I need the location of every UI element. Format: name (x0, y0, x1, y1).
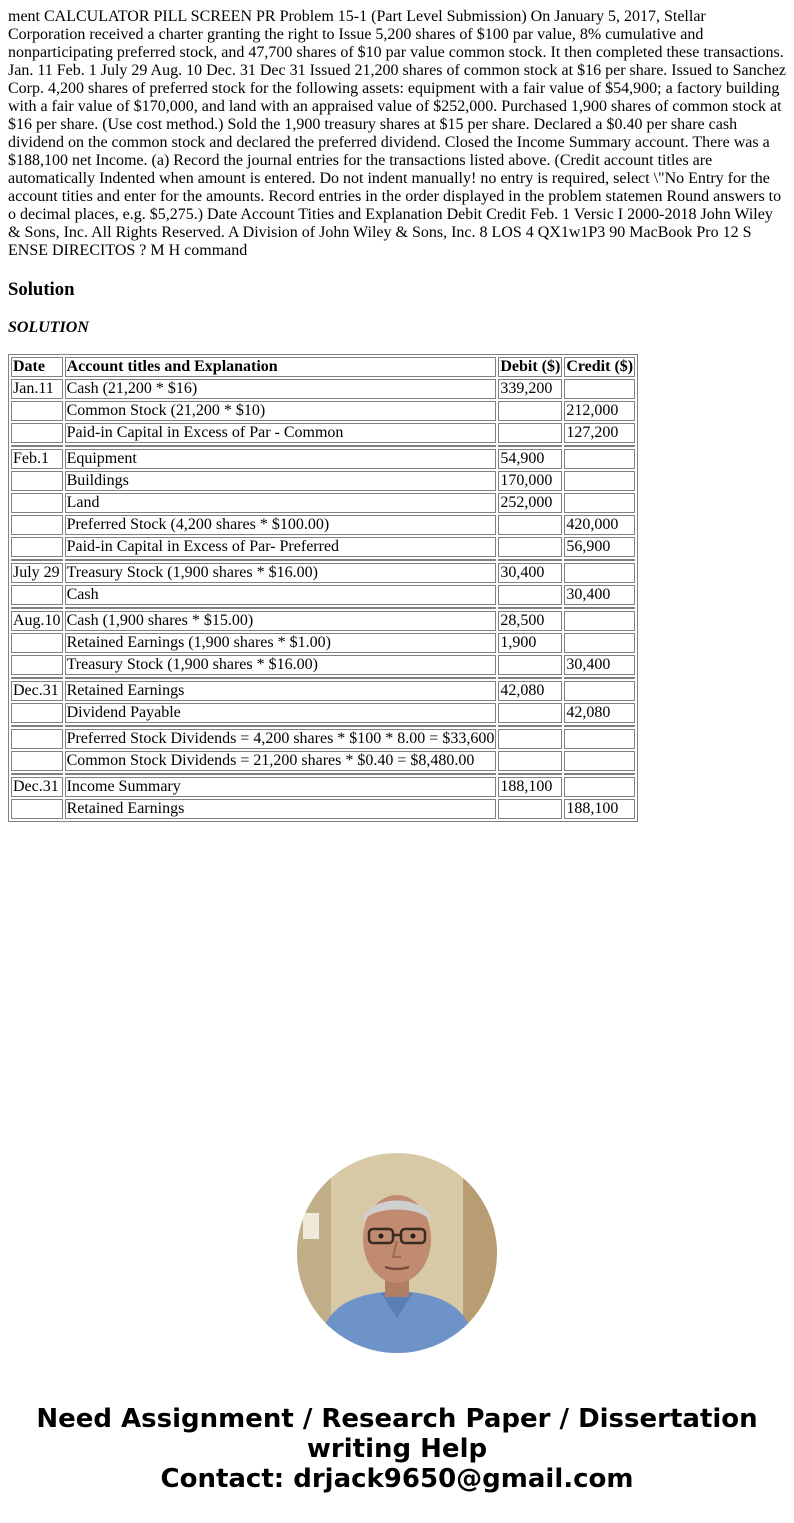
cell-date (11, 493, 63, 513)
cell-account (65, 725, 497, 727)
cell-account: Common Stock Dividends = 21,200 shares * $0.40 = $8,480.00 (65, 751, 497, 771)
cell-debit: 30,400 (498, 563, 562, 583)
cell-account: Retained Earnings (65, 681, 497, 701)
cell-account: Cash (21,200 * $16) (65, 379, 497, 399)
cell-date: Dec.31 (11, 681, 63, 701)
table-spacer-row (11, 559, 635, 561)
table-row (11, 611, 635, 631)
table-spacer-row (11, 607, 635, 609)
cell-debit: 28,500 (498, 611, 562, 631)
table-spacer-row (11, 773, 635, 775)
cell-debit (498, 607, 562, 609)
cell-credit (564, 751, 635, 771)
cell-credit (564, 607, 635, 609)
cell-credit: 212,000 (564, 401, 635, 421)
cell-credit (564, 729, 635, 749)
cell-date (11, 559, 63, 561)
cell-date (11, 607, 63, 609)
table-row (11, 751, 635, 771)
cell-date (11, 401, 63, 421)
cell-account: Preferred Stock (4,200 shares * $100.00) (65, 515, 497, 535)
help-banner (0, 1404, 794, 1494)
table-row (11, 633, 635, 653)
cell-account: Common Stock (21,200 * $10) (65, 401, 497, 421)
cell-account: Retained Earnings (1,900 shares * $1.00) (65, 633, 497, 653)
cell-debit: 42,080 (498, 681, 562, 701)
table-row (11, 493, 635, 513)
table-row (11, 681, 635, 701)
cell-credit (564, 471, 635, 491)
cell-credit: 188,100 (564, 799, 635, 819)
table-spacer-row (11, 445, 635, 447)
cell-credit: 30,400 (564, 655, 635, 675)
cell-account: Paid-in Capital in Excess of Par- Preferred (65, 537, 497, 557)
cell-account (65, 773, 497, 775)
cell-debit: 54,900 (498, 449, 562, 469)
cell-debit (498, 677, 562, 679)
cell-account: Buildings (65, 471, 497, 491)
cell-date (11, 633, 63, 653)
cell-account: Dividend Payable (65, 703, 497, 723)
cell-account: Retained Earnings (65, 799, 497, 819)
cell-debit (498, 559, 562, 561)
header-credit: Credit ($) (566, 358, 634, 375)
avatar (297, 1153, 497, 1353)
cell-date (11, 423, 63, 443)
cell-date (11, 773, 63, 775)
cell-credit: 56,900 (564, 537, 635, 557)
table-spacer-row (11, 725, 635, 727)
help-banner-contact: Contact: drjack9650@gmail.com (160, 1464, 634, 1494)
cell-date (11, 729, 63, 749)
cell-debit: 1,900 (498, 633, 562, 653)
cell-debit (498, 423, 562, 443)
problem-text: ment CALCULATOR PILL SCREEN PR Problem 15-1 (Part Level Submission) On January 5, 2017, Stellar Corporation received a charter granting the right to Issue 5,200 shares of $100 par value, 8% cumulative and nonparticipating preferred stock, and 47,700 shares of $10 par value common stock. It then completed these transactions. Jan. 11 Feb. 1 July 29 Aug. 10 Dec. 31 Dec 31 Issued 21,200 shares of common stock at $16 per share. Issued to Sanchez Corp. 4,200 shares of preferred stock for the following assets: equipment with a fair value of $54,900; a factory building with a fair value of $170,000, and land with an appraised value of $252,000. Purchased 1,900 shares of common stock at $16 per share. (Use cost method.) Sold the 1,900 treasury shares at $15 per share. Declared a $0.40 per share cash dividend on the common stock and declared the preferred dividend. Closed the Income Summary account. There was a $188,100 net Income. (a) Record the journal entries for the transactions listed above. (Credit account titles are automatically Indented when amount is entered. Do not indent manually! no entry is required, select \"No Entry for the account tities and enter for the amounts. Record entries in the order displayed in the problem statemen Round answers to o decimal places, e.g. $5,275.) Date Account Tities and Explanation Debit Credit Feb. 1 Versic I 2000-2018 John Wiley & Sons, Inc. All Rights Reserved. A Division of John Wiley & Sons, Inc. 8 LOS 4 QX1w1P3 90 MacBook Pro 12 S ENSE DIRECITOS ? M H command (8, 8, 786, 259)
author-photo-icon (297, 1153, 497, 1353)
cell-date (11, 751, 63, 771)
table-row (11, 423, 635, 443)
cell-credit: 420,000 (564, 515, 635, 535)
header-account: Account titles and Explanation (65, 357, 497, 377)
cell-credit (564, 773, 635, 775)
table-row (11, 703, 635, 723)
cell-debit (498, 799, 562, 819)
cell-date (11, 585, 63, 605)
table-row (11, 799, 635, 819)
cell-credit (564, 445, 635, 447)
cell-credit (564, 379, 635, 399)
cell-date (11, 799, 63, 819)
cell-date (11, 725, 63, 727)
table-row (11, 655, 635, 675)
cell-date: Feb.1 (11, 449, 63, 469)
table-row (11, 379, 635, 399)
table-spacer-row (11, 677, 635, 679)
help-banner-line2: writing Help (306, 1434, 488, 1464)
cell-debit (498, 725, 562, 727)
cell-account: Cash (65, 585, 497, 605)
cell-credit (564, 559, 635, 561)
table-row (11, 563, 635, 583)
cell-debit (498, 401, 562, 421)
help-banner-line1: Need Assignment / Research Paper / Dissertation (36, 1404, 758, 1434)
cell-debit (498, 773, 562, 775)
solution-heading: Solution (8, 279, 75, 300)
cell-account (65, 607, 497, 609)
cell-account: Treasury Stock (1,900 shares * $16.00) (65, 563, 497, 583)
cell-account: Income Summary (65, 777, 497, 797)
table-row (11, 401, 635, 421)
cell-account (65, 445, 497, 447)
table-row (11, 515, 635, 535)
cell-date: Jan.11 (11, 379, 63, 399)
cell-debit (498, 585, 562, 605)
cell-credit (564, 725, 635, 727)
cell-credit: 127,200 (564, 423, 635, 443)
table-body (11, 379, 635, 819)
header-date: Date (11, 357, 63, 377)
cell-date (11, 445, 63, 447)
cell-debit: 170,000 (498, 471, 562, 491)
cell-credit (564, 449, 635, 469)
cell-credit (564, 611, 635, 631)
cell-debit: 339,200 (498, 379, 562, 399)
table-row (11, 585, 635, 605)
cell-debit (498, 703, 562, 723)
cell-credit (564, 563, 635, 583)
cell-account: Preferred Stock Dividends = 4,200 shares * $100 * 8.00 = $33,600 (66, 730, 495, 747)
table-header (11, 357, 635, 377)
header-debit: Debit ($) (500, 358, 561, 375)
cell-debit (498, 445, 562, 447)
cell-date: Dec.31 (11, 777, 63, 797)
solution-subheading: SOLUTION (8, 319, 89, 336)
table-row (11, 537, 635, 557)
cell-debit (498, 537, 562, 557)
cell-date: July 29 (11, 563, 63, 583)
cell-account (65, 559, 497, 561)
cell-account: Land (65, 493, 497, 513)
cell-date (11, 703, 63, 723)
cell-credit (564, 677, 635, 679)
cell-credit: 42,080 (564, 703, 635, 723)
cell-debit (498, 751, 562, 771)
cell-debit (498, 655, 562, 675)
cell-account: Equipment (65, 449, 497, 469)
table-row (11, 471, 635, 491)
table-row (11, 777, 635, 797)
cell-debit: 188,100 (498, 777, 562, 797)
table-row (11, 729, 635, 749)
cell-date (11, 677, 63, 679)
cell-date (11, 471, 63, 491)
cell-credit (564, 493, 635, 513)
cell-credit (564, 633, 635, 653)
cell-account: Cash (1,900 shares * $15.00) (65, 611, 497, 631)
cell-date (11, 537, 63, 557)
table-header-row (11, 357, 635, 377)
cell-debit (498, 515, 562, 535)
cell-credit (564, 681, 635, 701)
cell-account: Treasury Stock (1,900 shares * $16.00) (65, 655, 497, 675)
cell-account: Paid-in Capital in Excess of Par - Common (65, 423, 497, 443)
cell-date (11, 515, 63, 535)
journal-entries-table (8, 354, 638, 822)
cell-account (65, 677, 497, 679)
cell-date: Aug.10 (13, 612, 61, 629)
cell-credit: 30,400 (564, 585, 635, 605)
cell-debit: 252,000 (498, 493, 562, 513)
cell-debit (498, 729, 562, 749)
table-row (11, 449, 635, 469)
cell-credit (564, 777, 635, 797)
cell-date (11, 655, 63, 675)
